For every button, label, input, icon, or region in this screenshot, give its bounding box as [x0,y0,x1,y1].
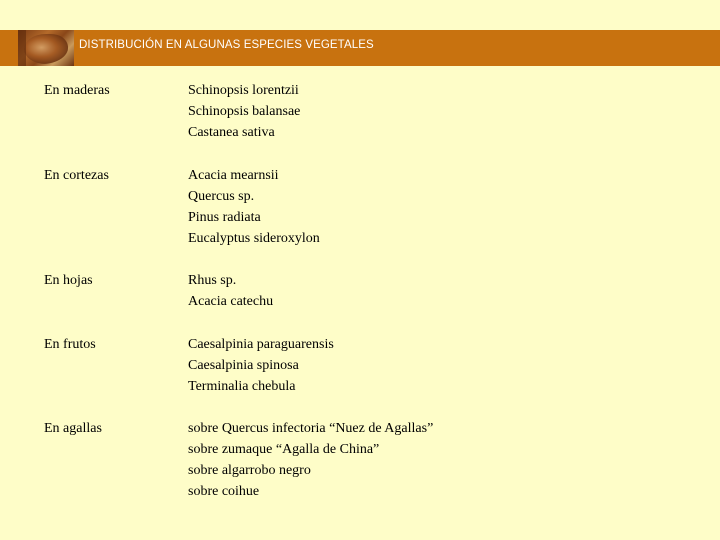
species-list [188,418,433,502]
row-label: En maderas [44,83,110,98]
list-item: sobre zumaque “Agalla de China” [188,442,380,457]
list-item: Quercus sp. [188,189,255,204]
list-item: Caesalpinia paraguarensis [188,337,334,352]
list-item: sobre Quercus infectoria “Nuez de Agallas” [188,421,434,436]
row-label: En hojas [44,273,93,288]
list-item: Acacia catechu [188,294,274,309]
row-label: En agallas [44,421,102,436]
row-label: En cortezas [44,168,109,183]
species-list [188,334,334,397]
list-item: Eucalyptus sideroxylon [188,231,320,246]
species-list [188,270,273,312]
row-label: En frutos [44,337,96,352]
list-item: Terminalia chebula [188,379,296,394]
species-list [188,165,320,249]
list-item: Schinopsis balansae [188,104,301,119]
page-title: DISTRIBUCIÓN EN ALGUNAS ESPECIES VEGETALES [79,39,374,51]
list-item: sobre coihue [188,484,260,499]
list-item: Caesalpinia spinosa [188,358,299,373]
list-item: sobre algarrobo negro [188,463,311,478]
list-item: Pinus radiata [188,210,261,225]
list-item: Rhus sp. [188,273,237,288]
list-item: Schinopsis lorentzii [188,83,299,98]
list-item: Acacia mearnsii [188,168,279,183]
species-list [188,80,300,143]
list-item: Castanea sativa [188,125,275,140]
